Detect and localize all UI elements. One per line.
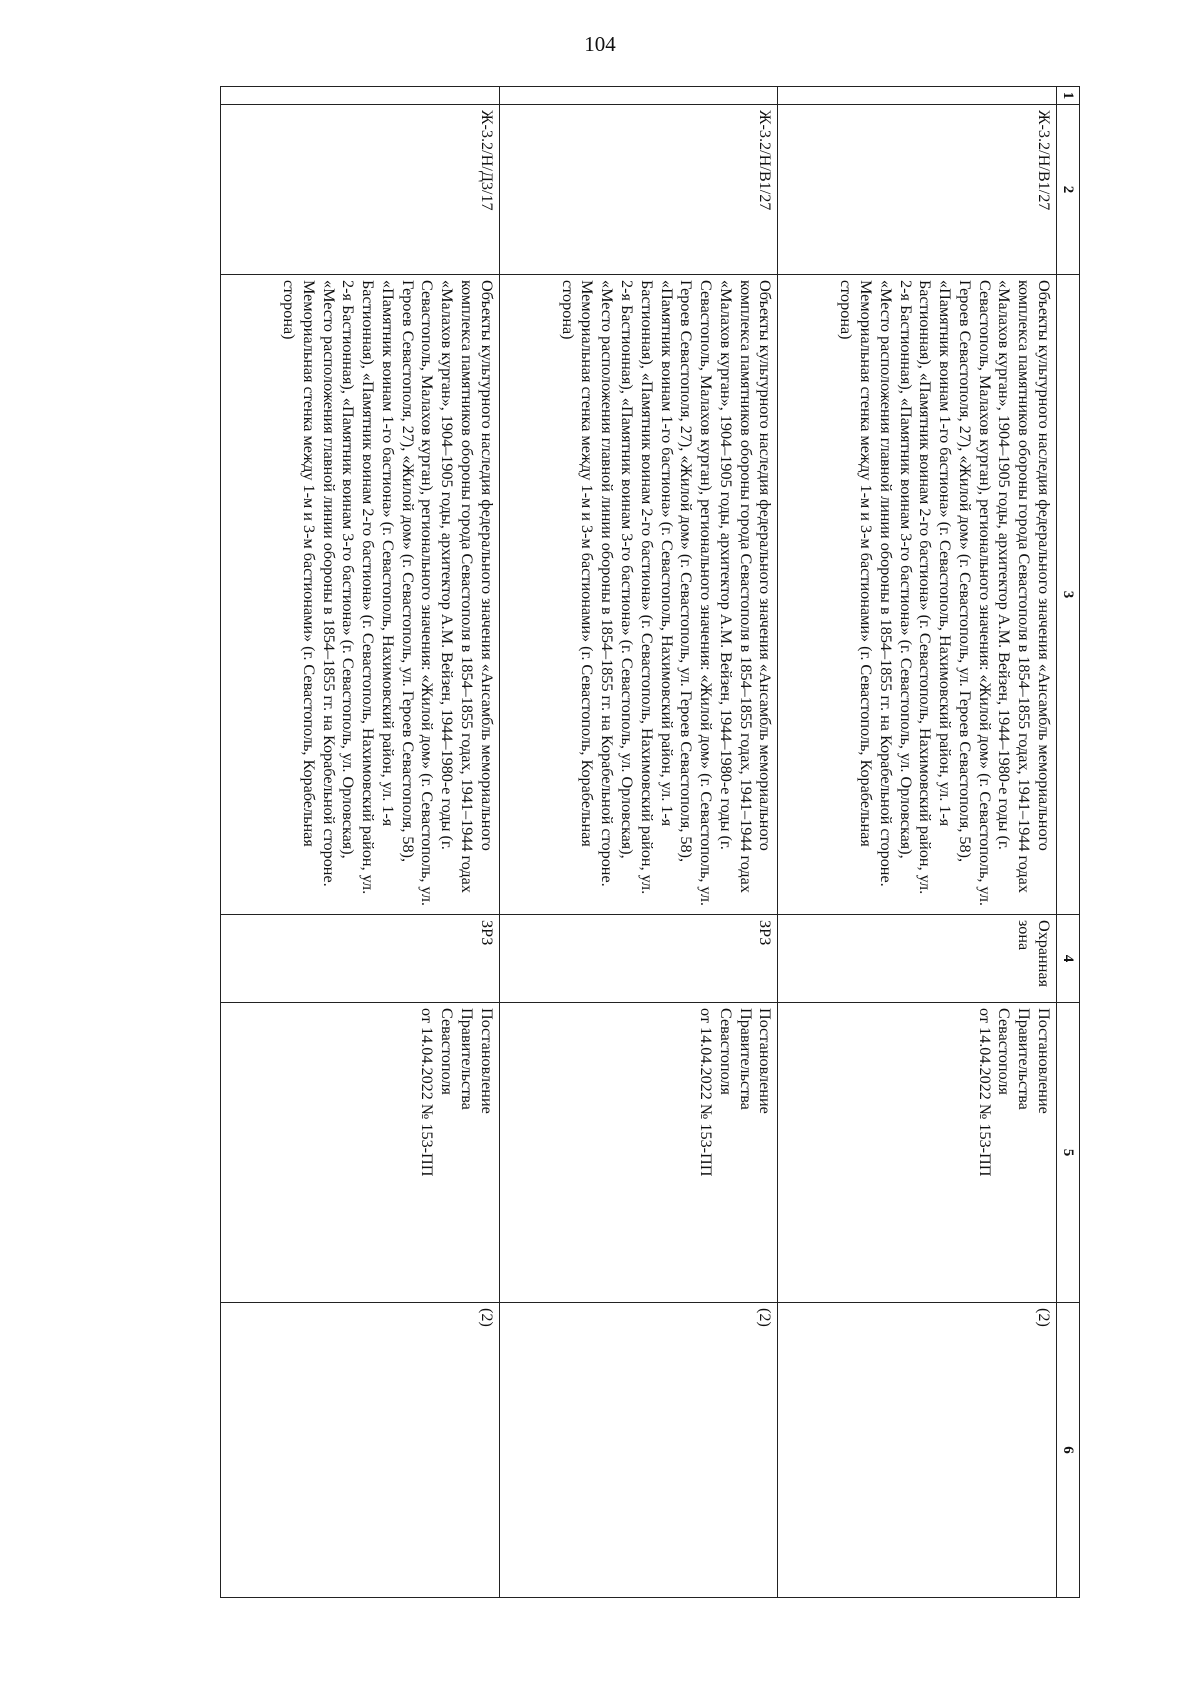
registry-table [220, 86, 1080, 1598]
zone-code-cell: Ж-3.2/Н/В1/27 [499, 105, 778, 275]
zone-type-cell: ЗРЗ [221, 915, 500, 1003]
document-line: Постановление [756, 1008, 775, 1114]
note-cell: (2) [499, 1303, 778, 1598]
zone-code-cell: Ж-3.2/Н/Д3/17 [221, 105, 500, 275]
note-cell: (2) [778, 1303, 1057, 1598]
document-line: Севастополя [438, 1008, 457, 1095]
header-col-1: 1 [1057, 87, 1080, 105]
row-number-cell [221, 87, 500, 105]
header-col-4: 4 [1057, 915, 1080, 1003]
document-line: Постановление [1035, 1008, 1053, 1114]
row-number-cell [499, 87, 778, 105]
zone-code-cell: Ж-3.2/Н/В1/27 [778, 105, 1057, 275]
header-col-5: 5 [1057, 1003, 1080, 1303]
document-line: Севастополя [716, 1008, 735, 1095]
header-col-2: 2 [1057, 105, 1080, 275]
table-row [499, 87, 778, 1598]
table-row [778, 87, 1057, 1598]
page-number: 104 [584, 32, 616, 56]
row-number-cell [778, 87, 1057, 105]
document-line: от 14.04.2022 № 153-ПП [418, 1008, 437, 1177]
document-line: Постановление [477, 1008, 496, 1114]
rotated-table-frame [220, 86, 1080, 1598]
zone-type-cell: ЗРЗ [499, 915, 778, 1003]
object-description-cell: Объекты культурного наследия федерального значения «Ансамбль мемориального комплекса памятников обороны города Севастополя в 1854–1855 годах, 1941–1944 годах «Малахов курган», 1904–1905 годы, архитектор А.М. Вейзен, 1944–1980-е годы (г. Севастополь, Малахов курган), регионального значения: «Жилой дом» (г. Севастополь, ул. Героев Севастополя, 27), «Жилой дом» (г. Севастополь, ул. Героев Севастополя, 58), «Памятник воинам 1-го бастиона» (г. Севастополь, Нахимовский район, ул. 1-я Бастионная), «Памятник воинам 2-го бастиона» (г. Севастополь, Нахимовский район, ул. 2-я Бастионная), «Памятник воинам 3-го бастиона» (г. Севастополь, ул. Орловская), «Место расположения главной линии обороны в 1854–1855 гг. на Корабельной стороне. Мемориальная стенка между 1-м и 3-м бастионами» (г. Севастополь, Корабельная сторона) [778, 275, 1057, 915]
note-cell: (2) [221, 1303, 500, 1598]
header-col-6: 6 [1057, 1303, 1080, 1598]
table-row [221, 87, 500, 1598]
document-line: Севастополя [995, 1008, 1014, 1095]
header-row [1057, 87, 1080, 1598]
object-description-cell: Объекты культурного наследия федерального значения «Ансамбль мемориального комплекса памятников обороны города Севастополя в 1854–1855 годах, 1941–1944 годах «Малахов курган», 1904–1905 годы, архитектор А.М. Вейзен, 1944–1980-е годы (г. Севастополь, Малахов курган), регионального значения: «Жилой дом» (г. Севастополь, ул. Героев Севастополя, 27), «Жилой дом» (г. Севастополь, ул. Героев Севастополя, 58), «Памятник воинам 1-го бастиона» (г. Севастополь, Нахимовский район, ул. 1-я Бастионная), «Памятник воинам 2-го бастиона» (г. Севастополь, Нахимовский район, ул. 2-я Бастионная), «Памятник воинам 3-го бастиона» (г. Севастополь, ул. Орловская), «Место расположения главной линии обороны в 1854–1855 гг. на Корабельной стороне. Мемориальная стенка между 1-м и 3-м бастионами» (г. Севастополь, Корабельная сторона) [499, 275, 778, 915]
legal-document-cell [499, 1003, 778, 1303]
zone-type-cell: Охранная зона [778, 915, 1057, 1003]
header-col-3: 3 [1057, 275, 1080, 915]
document-line: Правительства [736, 1008, 755, 1110]
document-line: от 14.04.2022 № 153-ПП [975, 1008, 994, 1177]
legal-document-cell [778, 1003, 1057, 1303]
legal-document-cell [221, 1003, 500, 1303]
object-description-cell: Объекты культурного наследия федерального значения «Ансамбль мемориального комплекса памятников обороны города Севастополя в 1854–1855 годах, 1941–1944 годах «Малахов курган», 1904–1905 годы, архитектор А.М. Вейзен, 1944–1980-е годы (г. Севастополь, Малахов курган), регионального значения: «Жилой дом» (г. Севастополь, ул. Героев Севастополя, 27), «Жилой дом» (г. Севастополь, ул. Героев Севастополя, 58), «Памятник воинам 1-го бастиона» (г. Севастополь, Нахимовский район, ул. 1-я Бастионная), «Памятник воинам 2-го бастиона» (г. Севастополь, Нахимовский район, ул. 2-я Бастионная), «Памятник воинам 3-го бастиона» (г. Севастополь, ул. Орловская), «Место расположения главной линии обороны в 1854–1855 гг. на Корабельной стороне. Мемориальная стенка между 1-м и 3-м бастионами» (г. Севастополь, Корабельная сторона) [221, 275, 500, 915]
document-line: от 14.04.2022 № 153-ПП [697, 1008, 716, 1177]
document-line: Правительства [457, 1008, 476, 1110]
document-line: Правительства [1015, 1008, 1034, 1110]
